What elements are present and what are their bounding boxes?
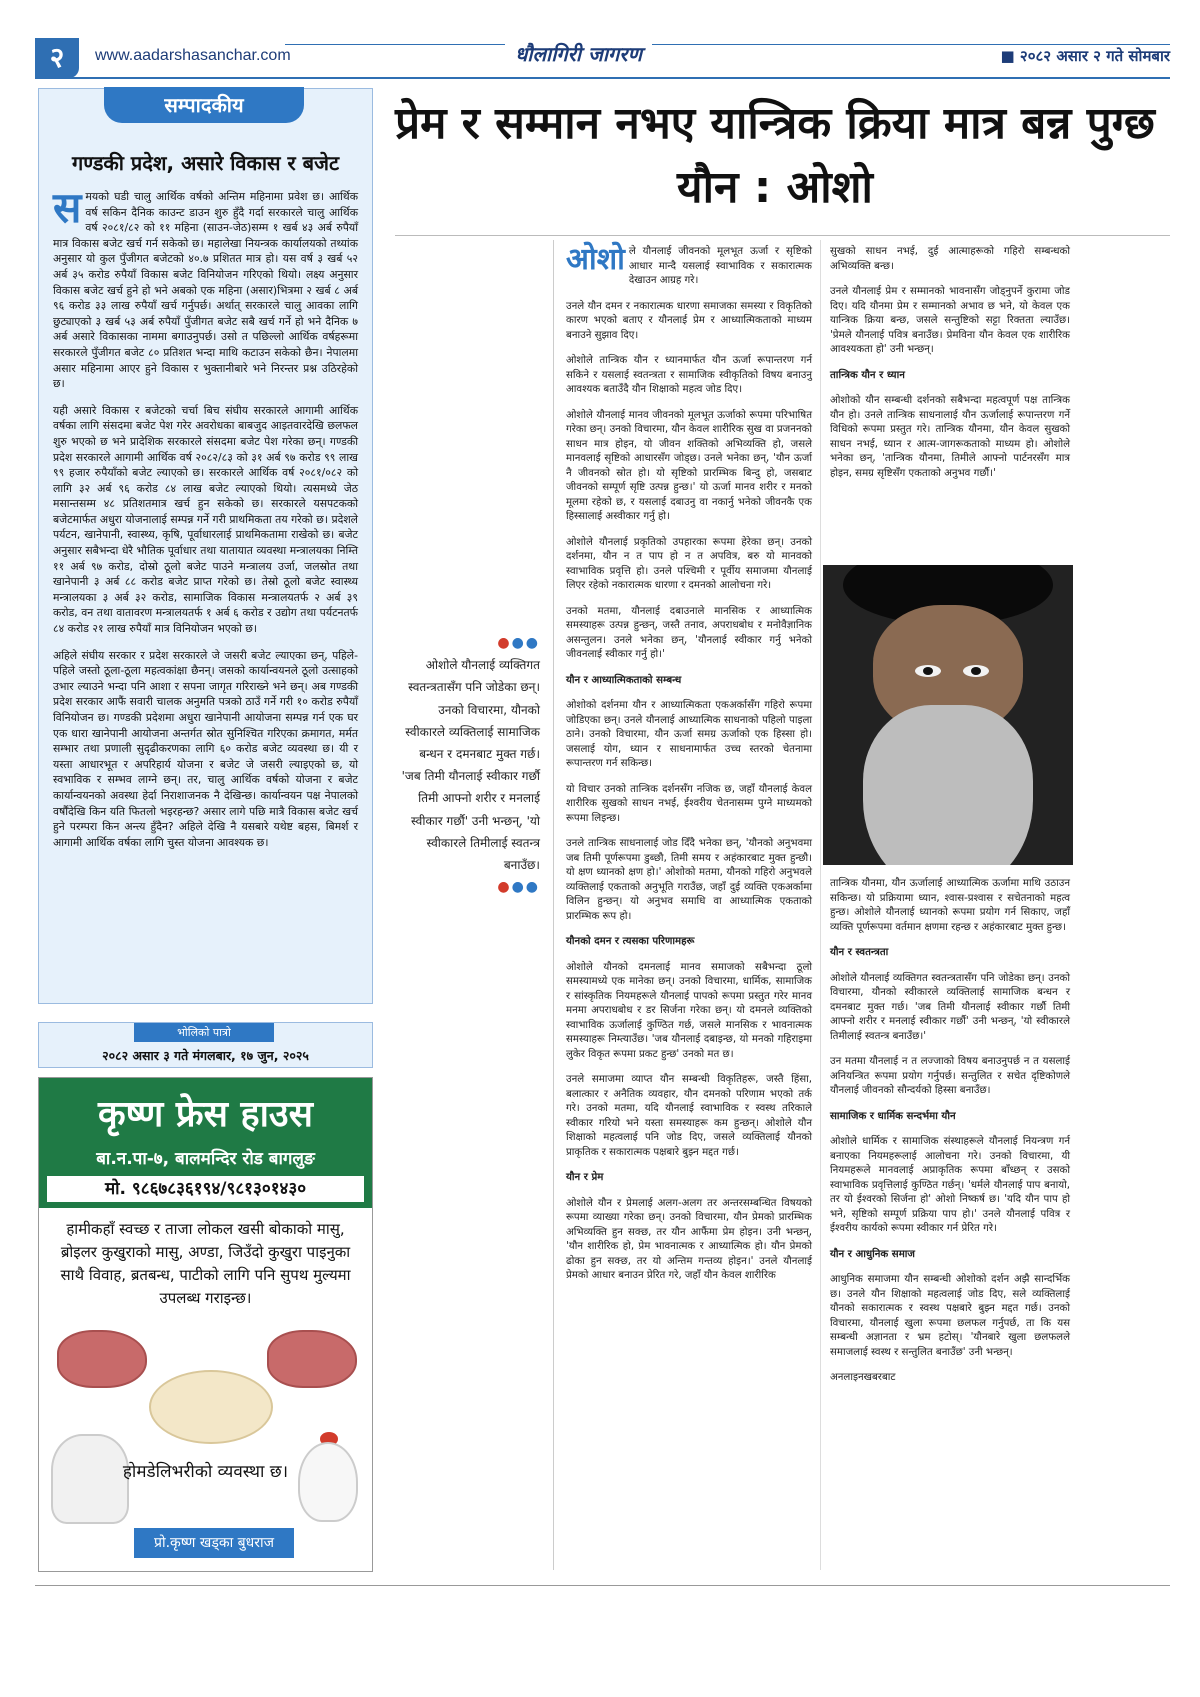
calendar-tag: भोलिको पात्रो	[134, 1023, 274, 1042]
calendar-date: २०८२ असार ३ गते मंगलबार, १७ जुन, २०२५	[102, 1048, 309, 1063]
page-number: २	[35, 38, 79, 78]
page-bottom-rule	[35, 1585, 1170, 1586]
article-paragraph: ओशोको यौन सम्बन्धी दर्शनको सबैभन्दा महत्वपूर्ण पक्ष तान्त्रिक यौन हो। उनले तान्त्रिक साधनालाई यौन ऊर्जालाई रूपान्तरण गर्ने विधिको रूपमा प्रस्तुत गरे। तान्त्रिक यौनमा, यौन केवल सुखको साधन नभई, ध्यान र आत्म-जागरूकताको माध्यम हो। ओशोले भनेका छन्, 'तान्त्रिक यौनमा, तिमीले आफ्नो पार्टनरसँग मात्र होइन, समग्र सृष्टिसँग एकताको अनुभव गर्छौ।'	[830, 395, 1070, 479]
dropcap: स	[53, 183, 82, 232]
quote-dots-icon: ●●●	[497, 635, 540, 651]
article-paragraph: तान्त्रिक यौनमा, यौन ऊर्जालाई आध्यात्मिक ऊर्जामा माथि उठाउन सकिन्छ। यो प्रक्रियामा ध्यान, श्वास-प्रश्वास र सचेतनाको महत्व हुन्छ। ओशोले यौनलाई ध्यानको रूपमा प्रयोग गर्न सिकाए, जहाँ व्यक्ति पूर्णरूपमा वर्तमान क्षणमा रहन्छ र अहंकारबाट मुक्त हुन्छ।	[830, 878, 1070, 933]
page-header	[35, 38, 1170, 78]
article-paragraph: उनले यौनलाई प्रेम र सम्मानको भावनासँग जोड्नुपर्ने कुरामा जोड दिए। यदि यौनमा प्रेम र सम्मानको अभाव छ भने, यो केवल एक यान्त्रिक क्रिया बन्छ, जसले सन्तुष्टिको सट्टा रिक्तता ल्याउँछ। 'प्रेमले यौनलाई पवित्र बनाउँछ। प्रेमविना यौन केवल एक शारीरिक आवश्यकता हो' उनी भन्छन्।	[830, 286, 1070, 355]
editorial-tag: सम्पादकीय	[104, 87, 304, 123]
column-divider	[553, 240, 554, 1570]
article-paragraph: यो विचार उनको तान्त्रिक दर्शनसँग नजिक छ, जहाँ यौनलाई केवल शारीरिक सुखको साधन नभई, ईश्वरीय चेतनासम्म पुग्ने माध्यमको रूपमा लिइन्छ।	[566, 783, 812, 824]
headline-divider	[395, 235, 1170, 236]
article-paragraph: ओशोले यौनलाई प्रकृतिको उपहारका रूपमा हेरेका छन्। उनको दर्शनमा, यौन न त पाप हो न त अपवित्र, बरु यो मानवको स्वाभाविक प्रवृत्ति हो। उनले पश्चिमी र पूर्वीय समाजमा यौनलाई लिएर रहेको नकारात्मक धारणा र दमनको आलोचना गरे।	[566, 536, 812, 591]
tomorrow-calendar	[38, 1022, 373, 1068]
article-column-2-bottom	[830, 877, 1070, 1397]
ad-business-name: कृष्ण फ्रेस हाउस	[98, 1094, 313, 1135]
article-paragraph: उन मतमा यौनलाई न त लज्जाको विषय बनाउनुपर्छ न त यसलाई अनियन्त्रित रूपमा प्रयोग गर्नुपर्छ। सन्तुलित र सचेत दृष्टिकोणले यौनलाई जीवनको सौन्दर्यको हिस्सा बनाउँछ।	[830, 1056, 1070, 1096]
article-paragraph: सुखको साधन नभई, दुई आत्माहरूको गहिरो सम्बन्धको अभिव्यक्ति बन्छ।	[830, 246, 1070, 272]
editorial-body	[53, 183, 358, 861]
osho-portrait-image	[823, 565, 1073, 865]
article-subheading: सामाजिक र धार्मिक सन्दर्भमा यौन	[830, 1110, 956, 1122]
article-subheading: यौन र आधुनिक समाज	[830, 1248, 915, 1260]
column-divider	[820, 240, 821, 1570]
article-column-1	[566, 242, 812, 1295]
pull-quote-text: ओशोले यौनलाई व्यक्तिगत स्वतन्त्रतासँग पनि जोडेका छन्। उनको विचारमा, यौनको स्वीकारले व्यक्तिलाई सामाजिक बन्धन र दमनबाट मुक्त गर्छ। 'जब तिमी यौनलाई स्वीकार गर्छौ तिमी आफ्नो शरीर र मनलाई स्वीकार गर्छौ' उनी भन्छन्, 'यो स्वीकारले तिमीलाई स्वतन्त्र बनाउँछ।	[401, 658, 540, 873]
issue-date: ■ २०८२ असार २ गते सोमबार	[993, 46, 1170, 66]
editorial-title: गण्डकी प्रदेश, असारे विकास र बजेट	[71, 151, 340, 175]
editorial-box	[38, 88, 373, 1004]
pull-quote	[398, 632, 540, 898]
goat-image	[51, 1434, 129, 1524]
meat-image	[267, 1330, 357, 1388]
article-paragraph: ओशोले तान्त्रिक यौन र ध्यानमार्फत यौन ऊर्जा रूपान्तरण गर्न सकिने र यसलाई स्वतन्त्रता र सामाजिक स्वीकृतिको विषय बनाउनु आवश्यक बताउँदै यौन शिक्षाको महत्व जोड दिए।	[566, 355, 812, 395]
meat-image	[57, 1330, 147, 1388]
article-dropname: ओशो	[566, 242, 625, 277]
article-paragraph: उनले समाजमा व्याप्त यौन सम्बन्धी विकृतिहरू, जस्तै हिंसा, बलात्कार र अनैतिक व्यवहार, यौन दमनको परिणाम भएको तर्क गरे। उनको मतमा, यदि यौनलाई स्वाभाविक र स्वस्थ तरिकाले स्वीकार गरियो भने यस्ता समस्याहरू कम हुन्छन्। ओशोले यौन शिक्षाको महत्वलाई पनि जोड दिए, जसले व्यक्तिलाई यौनको प्राकृतिक र सकारात्मक पक्षबारे बुझ्न मद्दत गर्छ।	[566, 1074, 812, 1158]
article-source: अनलाइनखबरबाट	[830, 1372, 896, 1383]
editorial-paragraph: समयको घडी चालु आर्थिक वर्षको अन्तिम महिनामा प्रवेश छ। आर्थिक वर्ष सकिन दैनिक काउन्ट डाउन शुरु हुँदै गर्दा सरकारले चालु आर्थिक वर्ष २०८१/८२ को ११ महिना (साउन-जेठ)सम्म १ खर्ब ४३ अर्ब रुपैयाँ मात्र विकास बजेट खर्च गर्न सकेको छ। महालेखा नियन्त्रक कार्यालयको तथ्यांक अनुसार यो कुल पुँजीगत बजेटको ४०.७ प्रशितत मात्र हो। यस वर्ष ३ खर्ब ५२ अर्ब ३५ करोड रुपैयाँ विकास बजेट विनियोजन गरिएको थियो। लक्ष्य अनुसार विकास बजेट खर्च हुने हो भने अबको एक महिना (असार)भित्रमा २ खर्ब ८ अर्ब ९६ करोड ३३ लाख रुपैयाँ खर्च गर्नुपर्छ। अर्थात् सरकारले चालु आवका लागि छुट्याएको ३ खर्ब ५३ अर्ब रुपैयाँ पुँजीगत बजेट सबै खर्च गर्ने हो भने दैनिक ७ अर्ब असारे विकासका नाममा बगाउनुपर्छ। उसो त पछिल्लो आर्थिक वर्षहरूमा सरकारले पुँजीगत बजेट ८० प्रतिशत भन्दा माथि कटाउन सकेको छैन। नेपालमा असार महिनामा आएर हुने विकास र भुक्तानीबारे भने निरन्तर प्रश्न उठिरहेको छ।	[53, 183, 358, 391]
article-subheading: यौन र प्रेम	[566, 1172, 604, 1183]
portrait-beard	[863, 705, 1033, 865]
portrait-eye	[915, 665, 941, 677]
advertisement	[38, 1077, 373, 1572]
chicken-image	[149, 1370, 273, 1444]
article-paragraph: आधुनिक समाजमा यौन सम्बन्धी ओशोको दर्शन अझै सान्दर्भिक छ। उनले यौन शिक्षाको महत्वलाई जोड दिए, सले व्यक्तिलाई यौनको सकारात्मक र स्वस्थ पक्षबारे बुझ्न मद्दत गर्छ। उनको विचारमा, यौनलाई खुला रूपमा छलफल गर्नुपर्छ, ता कि यस सम्बन्धी अज्ञानता र भ्रम हटोस्। 'यौनबारे खुला छलफलले समाजलाई स्वस्थ र सन्तुलित बनाउँछ' उनी भन्छन्।	[830, 1274, 1070, 1358]
website-link[interactable]: www.aadarshasanchar.com	[95, 47, 291, 64]
ad-phone: मो. ९८६७८३६१९४/९८१३०१४३०	[47, 1176, 364, 1202]
editorial-paragraph: अहिले संघीय सरकार र प्रदेश सरकारले जे जसरी बजेट ल्याएका छन्, पहिले-पहिले जस्तो ठूला-ठूला महत्वकांक्षा छैनन्। जसको कार्यान्वयनले ठूलो उत्साहको उभार ल्याउने भन्दा पनि आशा र सपना जागृत गरिराख्ने भने छन्। अब गण्डकी प्रदेश सरकार आफैं सवारी चालक अनुमति पत्रको ठाउँ गर्ने गरी १० करोड रुपैयाँ विनियोजन छ। गण्डकी प्रदेशमा अधुरा खानेपानी आयोजना सम्पन्न गर्न एक घर एक धारा खानेपानी आयोजना अन्तर्गत स्रोत सुनिश्चित गरिएका क्रमागत, मर्मत सम्भार तथा प्रणाली सुदृढीकरणका लागि ६० करोड बजेट व्यवस्था छ। यी र यस्ता आधारभूत र अपरिहार्य योजना र बजेट जे जसरी ल्याइएको छ, यो स्वभाविक र सम्भव लाग्ने छन्। तर, चालु आर्थिक वर्षको योजना र बजेट कार्यान्वयनको अवस्था हेर्दा निराशाजनक नै देखिन्छ। कार्यान्वयन पक्ष नेपालको वर्षौंदेखि किन यति फितलो भइरहन्छ? असार लागे पछि मात्रै विकास बजेट खर्च हुने परम्परा किन अन्त्य हुँदैन? अहिले देखि नै यसबारे यथेष्ट बहस, बिमर्श र आगामी आर्थिक वर्षका लागि चुस्त योजना आवश्यक छ।	[53, 648, 358, 849]
article-paragraph: उनले यौन दमन र नकारात्मक धारणा समाजका समस्या र विकृतिको कारण भएको बताए र यौनलाई प्रेम र आध्यात्मिकताको माध्यम बनाउने सुझाव दिए।	[566, 300, 812, 341]
article-paragraph: ओशोले धार्मिक र सामाजिक संस्थाहरूले यौनलाई नियन्त्रण गर्न बनाएका नियमहरूलाई आलोचना गरे। उनको विचारमा, यी नियमहरूले मानवलाई अप्राकृतिक रूपमा बाँध्छन् र उसको स्वाभाविक प्रवृत्तिलाई कुण्ठित गर्छन्। 'धर्मले यौनलाई पाप बनायो, तर यो ईश्वरको सिर्जना हो' ओशो निष्कर्ष छ। 'यदि यौन पाप हो भने, सृष्टिको सम्पूर्ण प्रक्रिया पाप हो।' उनले यौनलाई पवित्र र ईश्वरीय कार्यको रूपमा स्वीकार गर्न प्रेरित गरे।	[830, 1136, 1070, 1234]
ad-proprietor: प्रो.कृष्ण खड्का बुधराज	[134, 1528, 294, 1558]
article-paragraph: ओशोले यौनलाई मानव जीवनको मूलभूत ऊर्जाको रूपमा परिभाषित गरेका छन्। उनको विचारमा, यौन केवल शारीरिक सुख वा प्रजननको साधन मात्र होइन, यो जीवन शक्तिको अभिव्यक्ति हो, जसले मानवलाई सृष्टिको आधारसँग जोड्छ। उनले भनेका छन्, 'यौन ऊर्जा नै जीवनको स्रोत हो। यो सृष्टिको प्रारम्भिक बिन्दु हो, जसबाट जीवनको सम्पूर्ण सृष्टि उत्पन्न हुन्छ।' यो ऊर्जा मानव शरीर र मनको मूलमा रहेको छ, र यसलाई दबाउनु वा नकार्नु भनेको जीवनकै एक हिस्सालाई अस्वीकार गर्नु हो।	[566, 409, 812, 522]
article-paragraph: ओशोले यौनलाई व्यक्तिगत स्वतन्त्रतासँग पनि जोडेका छन्। उनको विचारमा, यौनको स्वीकारले व्यक्तिलाई सामाजिक बन्धन र दमनबाट मुक्त गर्छ। 'जब तिमी यौनलाई स्वीकार गर्छौ तिमी आफ्नो शरीर र मनलाई स्वीकार गर्छौ' उनी भन्छन्, 'यो स्वीकारले तिमीलाई स्वतन्त्र बनाउँछ।'	[830, 972, 1070, 1042]
header-divider-top	[285, 44, 1170, 45]
article-paragraph: ओशोले यौनको दमनलाई मानव समाजको सबैभन्दा ठूलो समस्यामध्ये एक मानेका छन्। उनको विचारमा, धार्मिक, सामाजिक र सांस्कृतिक नियमहरूले यौनलाई पापको रूपमा प्रस्तुत गरेर मानव मनमा अपराधबोध र डर सिर्जना गरेका छन्। यो दमनले व्यक्तिको स्वाभाविक ऊर्जालाई कुण्ठित गर्छ, जसले मानसिक र भावनात्मक समस्याहरू निम्त्याउँछ। 'जब यौनलाई दबाइन्छ, यो मनको गहिराइमा लुकेर विकृत रूपमा प्रकट हुन्छ' उनको मत छ।	[566, 961, 812, 1060]
header-divider	[35, 77, 1170, 79]
article-paragraph: ओशोको दर्शनमा यौन र आध्यात्मिकता एकअर्कासँग गहिरो रूपमा जोडिएका छन्। उनले यौनलाई आध्यात्मिक साधनाको पहिलो पाइला ठाने। उनको विचारमा, यौन ऊर्जा समग्र ऊर्जाको एक हिस्सा हो। जसलाई योग, ध्यान र साधनामार्फत उच्च स्तरको चेतनामा रूपान्तरण गर्न सकिन्छ।	[566, 700, 812, 769]
article-column-2-top	[830, 245, 1070, 492]
article-paragraph: उनको मतमा, यौनलाई दबाउनाले मानसिक र आध्यात्मिक समस्याहरू उत्पन्न हुन्छन्, जस्तै तनाव, अपराधबोध र मनोवैज्ञानिक असन्तुलन। उनले भनेका छन्, 'यौनलाई स्वीकार गर्नु भनेको जीवनलाई स्वीकार गर्नु हो।'	[566, 605, 812, 660]
hen-image	[298, 1442, 358, 1522]
article-subheading: यौन र आध्यात्मिकताको सम्बन्ध	[566, 674, 682, 686]
article-paragraph: ओशोले यौन र प्रेमलाई अलग-अलग तर अन्तरसम्बन्धित विषयको रूपमा व्याख्या गरेका छन्। उनको विचारमा, यौन प्रेमको प्रारम्भिक अभिव्यक्ति हुन सक्छ, तर यौन आफैंमा प्रेम होइन। उनी भन्छन्, 'यौन शारीरिक हो, प्रेम भावनात्मक र आध्यात्मिक हो। यौन प्रेमको ढोका हुन सक्छ, तर यो अन्तिम गन्तव्य होइन।' उनले यौनलाई प्रेमको आधार बनाउन प्रेरित गरे, जहाँ यौन केवल शारीरिक	[566, 1197, 812, 1281]
portrait-eye	[963, 665, 989, 677]
article-headline: प्रेम र सम्मान नभए यान्त्रिक क्रिया मात्र बन्न पुग्छ यौन : ओशो	[395, 98, 1155, 213]
ad-header	[39, 1078, 372, 1208]
article-subheading: यौनको दमन र त्यसका परिणामहरू	[566, 936, 695, 947]
article-subheading: तान्त्रिक यौन र ध्यान	[830, 369, 905, 381]
editorial-paragraph: यही असारे विकास र बजेटको चर्चा बिच संघीय सरकारले आगामी आर्थिक वर्षका लागि संसदमा बजेट पेश गरेर अवरोधका बाबजुद आइतवारदेखि छलफल शुरु भएको छ भने प्रादेशिक सरकारले संसदमा बजेट पेश गरेका छन्। गण्डकी प्रदेश सरकारले आगामी आर्थिक वर्ष २०८२/८३ को ३१ अर्ब ९७ करोड ९९ लाख ९९ हजार रुपैयाँको बजेट ल्याएको छ। सरकारले आर्थिक वर्ष २०८१/०८२ को लागि ३२ अर्ब ९६ करोड ८४ लाख बजेट ल्याएको थियो। त्यसमध्ये जेठ मसान्तसम्म ४८ प्रतिशतमात्र खर्च हुन सकेको छ। सरकारले यसपटकको बजेटमार्फत अधुरा योजनालाई सम्पन्न गर्ने गरी प्राथमिकता तय गरेको छ। प्रदेशले पर्यटन, खानेपानी, स्वास्थ्य, कृषि, पूर्वाधारलाई प्राथमिकतामा राखेको छ। बजेट अनुसार सबैभन्दा धेरै भौतिक पूर्वाधार तथा यातायात व्यवस्था मन्त्रालयका निम्ति ११ अर्ब ९७ करोड, दोस्रो ठूलो बजेट पाउने मन्त्रालय उर्जा, जलस्रोत तथा खानेपानी ३ अर्ब ८८ करोड बजेट प्राप्त गरेको छ। तेस्रो ठूलो बजेट स्वास्थ्य मन्त्रालयका ३ अर्ब ३२ करोड, सामाजिक विकास मन्त्रालयतर्फ २ अर्ब ३९ करोड, वन तथा वातावरण मन्त्रालयतर्फ १ अर्ब ६ करोड र उद्योग तथा पर्यटनतर्फ ८४ करोड २१ लाख रुपैयाँ मात्र विनियोजन भएको छ।	[53, 403, 358, 636]
article-paragraph: उनले तान्त्रिक साधनालाई जोड दिँदै भनेका छन्, 'यौनको अनुभवमा जब तिमी पूर्णरूपमा डुब्छौ, तिमी समय र अहंकारबाट मुक्त हुन्छौ। यो क्षण ध्यानको क्षण हो।' ओशोको मतमा, यौनको गहिरो अनुभवले व्यक्तिलाई एकताको अनुभूति गराउँछ, जहाँ दुई व्यक्ति एकअर्कामा विलिन हुन्छन्। यो अनुभव समाधि वा आध्यात्मिक एकताको प्रारम्भिक रूप हो।	[566, 838, 812, 922]
masthead-logo: धौलागिरी जागरण	[505, 40, 652, 67]
ad-home-delivery: होमडेलिभरीको व्यवस्था छ।	[122, 1462, 289, 1482]
article-subheading: यौन र स्वतन्त्रता	[830, 947, 889, 958]
article-paragraph: ओशो ले यौनलाई जीवनको मूलभूत ऊर्जा र सृष्टिको आधार मान्दै यसलाई स्वाभाविक र सकारात्मक देखाउन आग्रह गरे।	[566, 242, 812, 286]
ad-address: बा.न.पा-७, बालमन्दिर रोड बागलुङ	[96, 1149, 315, 1169]
quote-dots-icon: ●●●	[497, 879, 540, 896]
ad-description: हामीकहाँ स्वच्छ र ताजा लोकल खसी बोकाको मासु, ब्रोइलर कुखुराको मासु, अण्डा, जिउँदो कुखुरा पाइनुका साथै विवाह, ब्रतबन्ध, पाटीको लागि पनि सुपथ मुल्यमा उपलब्ध गराइन्छ।	[60, 1220, 351, 1307]
